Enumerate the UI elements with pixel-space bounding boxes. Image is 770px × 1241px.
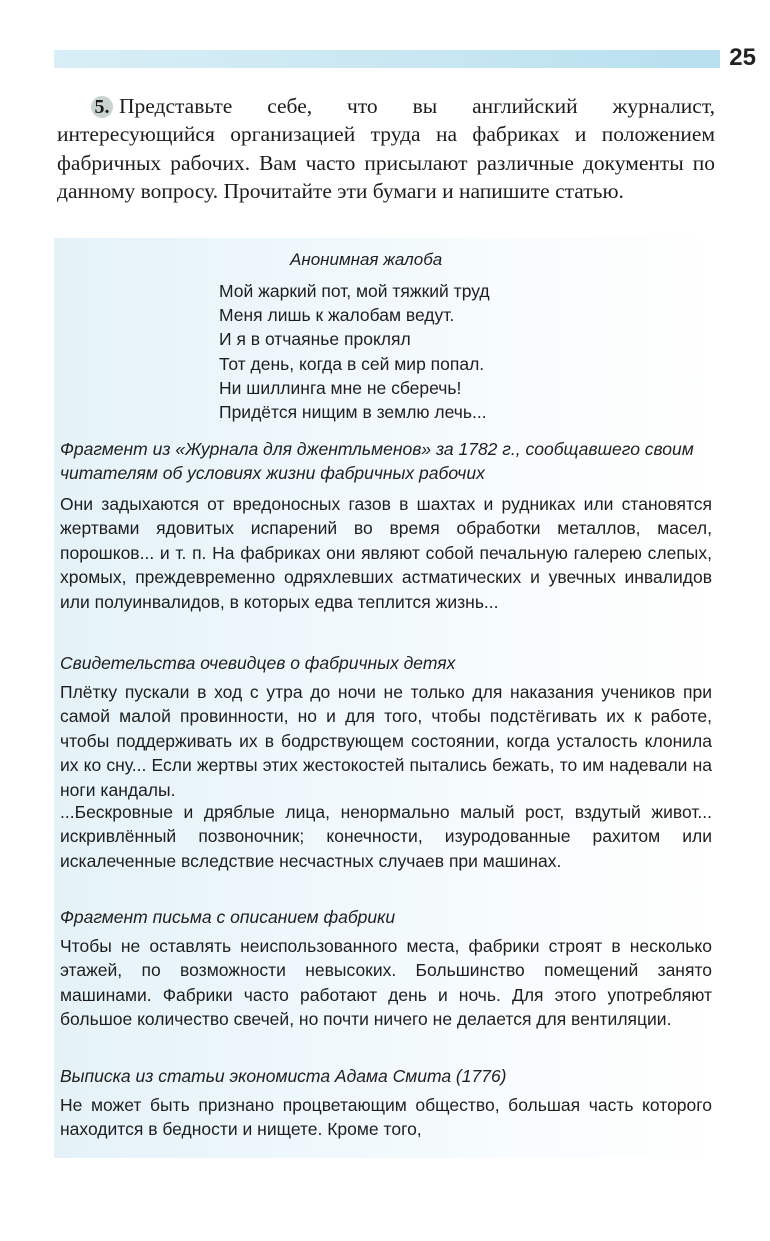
children-testimony-text-2: ...Бескровные и дряблые лица, ненормально малый рост, вздутый живот... искривлённый позвоночник; конечности, изуродованные рахитом или искалеченные вследствие несчастных случаев при машинах. (60, 802, 712, 871)
children-testimony-text: Плётку пускали в ход с утра до ночи не только для наказания учеников при самой малой провинности, но и для того, чтобы подстёгивать их к работе, чтобы поддерживать их в бодрствующем состоянии, когда усталость клонила их ко сну... Если жертвы этих жестокостей пытались бежать, то им надевали на ноги кандалы. (60, 682, 712, 800)
poem-line: Тот день, когда в сей мир попал. (219, 353, 485, 374)
top-color-band (54, 50, 720, 68)
poem-line: Мой жаркий пот, мой тяжкий труд (219, 281, 490, 301)
gentlemen-journal-title: Фрагмент из «Журнала для джентльменов» за 1782 г., сообщавшего своим читателям об условиях жизни фабричных рабочих (60, 439, 694, 483)
factory-letter-title: Фрагмент письма с описанием фабрики (60, 907, 396, 927)
adam-smith-text: Не может быть признано процветающим общество, большая часть которого находится в бедности и нищете. Кроме того, (60, 1095, 712, 1140)
task-paragraph (57, 92, 715, 206)
poem (219, 279, 490, 424)
poem-line: Ни шиллинга мне не сберечь! (219, 377, 462, 398)
poem-line: Меня лишь к жалобам ведут. (219, 305, 455, 326)
adam-smith-title: Выписка из статьи экономиста Адама Смита (1776) (60, 1066, 507, 1086)
factory-letter-text: Чтобы не оставлять неиспользованного места, фабрики строят в несколько этажей, по возможности невысоких. Большинство помещений занято машинами. Фабрики часто работают день и ночь. Для этого употребляют большое количество свечей, но почти ничего не делается для вентиляции. (60, 936, 712, 1030)
poem-title: Анонимная жалоба (290, 250, 443, 269)
poem-line: И я в отчаянье проклял (219, 329, 411, 350)
page-number: 25 (729, 44, 756, 71)
task-text: Представьте себе, что вы английский журналист, интересующийся организацией труда на фабриках и положением фабричных рабочих. Вам часто присылают различные документы по данному вопросу. Прочитайте эти бумаги и напишите статью. (57, 94, 715, 204)
poem-line: Придётся нищим в землю лечь... (219, 402, 487, 423)
task-number: 5. (91, 96, 113, 118)
gentlemen-journal-text: Они задыхаются от вредоносных газов в шахтах и рудниках или становятся жертвами ядовитых испарений во время обработки металлов, масел, порошков... и т. п. На фабриках они являют собой печальную галерею слепых, хромых, преждевременно одряхлевших астматических и увечных инвалидов или полуинвалидов, в которых едва теплится жизнь... (60, 494, 712, 612)
children-testimony-title: Свидетельства очевидцев о фабричных детях (60, 653, 456, 673)
